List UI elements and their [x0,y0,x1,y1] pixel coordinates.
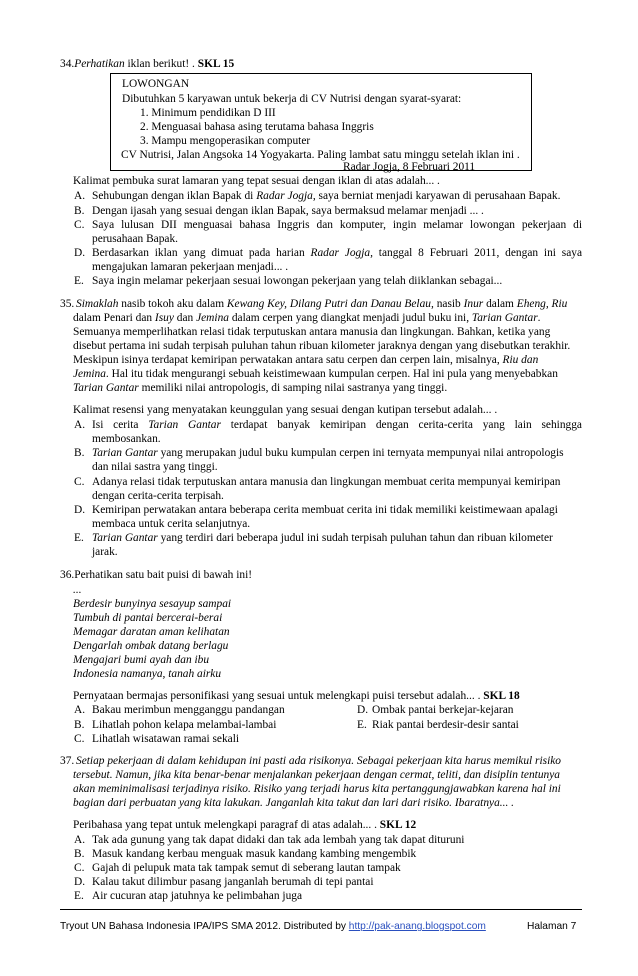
ad-line: Dibutuhkan 5 karyawan untuk bekerja di CV Nutrisi dengan syarat-syarat: [122,93,462,105]
q36-number: 36. [60,569,75,581]
option-text: Masuk kandang kerbau menguak masuk kandang kambing mengembik [92,848,417,860]
option-label: E. [357,719,367,731]
option-label: D. [74,876,86,888]
q36-stem: Pernyataan bermajas personifikasi yang sesuai untuk melengkapi puisi tersebut adalah... . SKL 18 [73,690,520,702]
option-text: Riak pantai berdesir-desir santai [372,719,519,731]
skl-badge: SKL 18 [483,690,520,702]
skl-badge: SKL 15 [197,58,235,70]
option-text: Air cucuran atap jatuhnya ke pelimbahan juga [92,890,303,902]
q37-number: 37. [60,755,75,767]
option-label: C. [74,219,85,231]
option-label: D. [74,504,86,516]
q35-passage-line: Semuanya memperlihatkan relasi tidak terputuskan antara manusia dan lingkungan. Bahkan, ketika yang [73,326,551,338]
option-label: B. [74,205,85,217]
poem-line: Memagar daratan aman kelihatan [73,626,230,638]
option-text: Berdasarkan iklan yang dimuat pada harian Radar Jogja, tanggal 8 Februari 2011, dengan ini saya [92,247,583,259]
q35-passage-line: Meskipun isinya terdapat kemiripan perwatakan antara satu cerpen dan cerpen lain, misalnya, Riu dan [73,354,539,366]
footer-link[interactable]: http://pak-anang.blogspot.com [348,921,486,932]
option-text: Bakau merimbun mengganggu pandangan [92,704,285,716]
ad-requirement: 3. Mampu mengoperasikan computer [140,135,311,147]
ad-line: CV Nutrisi, Jalan Angsoka 14 Yogyakarta. Paling lambat satu minggu setelah iklan ini . [121,149,520,161]
ad-requirement: 1. Minimum pendidikan D III [140,107,276,119]
option-text: membosankan. [92,433,161,445]
page-number: Halaman 7 [527,921,577,932]
q35-passage-line: dalam Penari dan Isuy dan Jemina dalam cerpen yang diangkat menjadi judul buku ini, Tarian Gantar. [73,312,541,324]
option-text: Saya ingin melamar pekerjaan sesuai lowongan pekerjaan yang telah diiklankan sebagai... [92,275,503,287]
footer-text: Tryout UN Bahasa Indonesia IPA/IPS SMA 2012. Distributed by http://pak-anang.blogspot.com [60,921,486,932]
skl-badge: SKL 12 [379,819,417,831]
q34-heading: 34.Perhatikan iklan berikut! . SKL 15 [60,58,235,70]
option-text: Ombak pantai berkejar-kejaran [372,704,514,716]
option-text: Tarian Gantar yang merupakan judul buku kumpulan cerpen ini ternyata mempunyai nilai antropologis [92,447,564,459]
poem-line: Dengarlah ombak datang berlagu [73,640,229,652]
q37-passage-line: Setiap pekerjaan di dalam kehidupan ini pasti ada risikonya. Sebagai pekerjaan kita harus memikul risiko [76,755,561,767]
option-text: Kemiripan perwatakan antara beberapa cerita membuat cerita ini tidak memiliki keistimewaan apalagi [92,504,558,516]
option-label: A. [74,419,86,431]
q35-passage-line: Tarian Gantar memiliki nilai antropologis, di samping nilai sastranya yang tinggi. [73,382,448,394]
q34-number: 34. [60,58,75,70]
option-label: E. [74,275,84,287]
q36-heading: 36.Perhatikan satu bait puisi di bawah ini! [60,569,253,581]
ad-source: Radar Jogja, 8 Februari 2011 [343,161,476,173]
option-label: E. [74,890,84,902]
option-text: Lihatlah pohon kelapa melambai-lambai [92,719,277,731]
option-text: Adanya relasi tidak terputuskan antara manusia dan lingkungan membuat cerita mempunyai kemiripan [92,476,561,488]
option-label: A. [74,190,86,202]
q35-number: 35. [60,298,75,310]
option-text: dan nilai sastra yang tinggi. [92,461,218,473]
q37-stem: Peribahasa yang tepat untuk melengkapi paragraf di atas adalah... . SKL 12 [73,819,417,831]
q35-stem: Kalimat resensi yang menyatakan keunggulan yang sesuai dengan kutipan tersebut adalah... . [73,404,498,416]
poem-line: Mengajari bumi ayah dan ibu [73,654,210,666]
option-label: B. [74,848,85,860]
option-label: E. [74,532,84,544]
option-text: Gajah di pelupuk mata tak tampak semut di seberang lautan tampak [92,862,401,874]
ad-title: LOWONGAN [122,78,190,90]
q34-stem: Kalimat pembuka surat lamaran yang tepat sesuai dengan iklan di atas adalah... . [73,175,440,187]
option-text: Kalau takut dilimbur pasang janganlah berumah di tepi pantai [92,876,374,888]
option-text: Isi cerita Tarian Gantar terdapat banyak kemiripan dengan cerita-cerita yang lain sehingga [92,419,582,431]
option-label: C. [74,476,85,488]
option-text: dengan cerita-cerita terpisah. [92,490,224,502]
option-label: C. [74,862,85,874]
q35-passage-line: Simaklah nasib tokoh aku dalam Kewang Key, Dilang Putri dan Danau Belau, nasib Inur dalam Eheng, Riu [76,298,568,310]
poem-line: Tumbuh di pantai bercerai-berai [73,612,223,624]
ad-requirement: 2. Menguasai bahasa asing terutama bahasa Inggris [140,121,374,133]
option-text: mengajukan lamaran pekerjaan menjadi... . [92,261,289,273]
option-label: D. [357,704,369,716]
option-text: Saya lulusan DII menguasai bahasa Inggris dan komputer, ingin melamar lowongan pekerjaan di [92,219,582,231]
poem-line: ... [73,584,82,596]
option-text: Tarian Gantar yang terdiri dari beberapa judul ini sudah terpisah puluhan tahun dan ribuan kilometer [92,532,553,544]
option-label: D. [74,247,86,259]
option-text: jarak. [92,546,118,558]
option-text: Dengan ijasah yang sesuai dengan iklan Bapak, saya bermaksud melamar menjadi ... . [92,205,484,217]
option-label: C. [74,733,85,745]
option-text: membaca untuk cerita selanjutnya. [92,518,251,530]
option-label: B. [74,447,85,459]
footer-divider [60,909,582,910]
option-text: Lihatlah wisatawan ramai sekali [92,733,240,745]
q35-passage-line: Jemina. Hal itu tidak mengurangi sebuah keistimewaan kumpulan cerpen. Hal ini pula yang menyebabkan [73,368,558,380]
q37-passage-line: akan meminimalisasi terjadinya risiko. Risiko yang terjadi harus kita pertanggungjawabkan karena hal ini [73,783,561,795]
q37-passage-line: tersebut. Namun, jika kita benar-benar menjalankan pekerjaan dengan cermat, teliti, dan disiplin tentunya [73,769,560,781]
option-label: A. [74,834,86,846]
option-label: B. [74,719,85,731]
option-label: A. [74,704,86,716]
poem-line: Berdesir bunyinya sesayup sampai [73,598,232,610]
q37-passage-line: bagian dari perbuatan yang kita lakukan. Janganlah kita takut dan lari dari risiko. Ibaratnya... . [73,797,515,809]
option-text: Sehubungan dengan iklan Bapak di Radar Jogja, saya berniat menjadi karyawan di perusahaan Bapak. [92,190,561,202]
option-text: perusahaan Bapak. [92,233,179,245]
poem-line: Indonesia namanya, tanah airku [73,668,222,680]
q35-passage-line: disebut pertama ini sudah terpisah puluhan tahun ribuan kilometer jaraknya dengan yang disebutkan terakhir. [73,340,571,352]
option-text: Tak ada gunung yang tak dapat didaki dan tak ada lembah yang tak dapat dituruni [92,834,465,846]
